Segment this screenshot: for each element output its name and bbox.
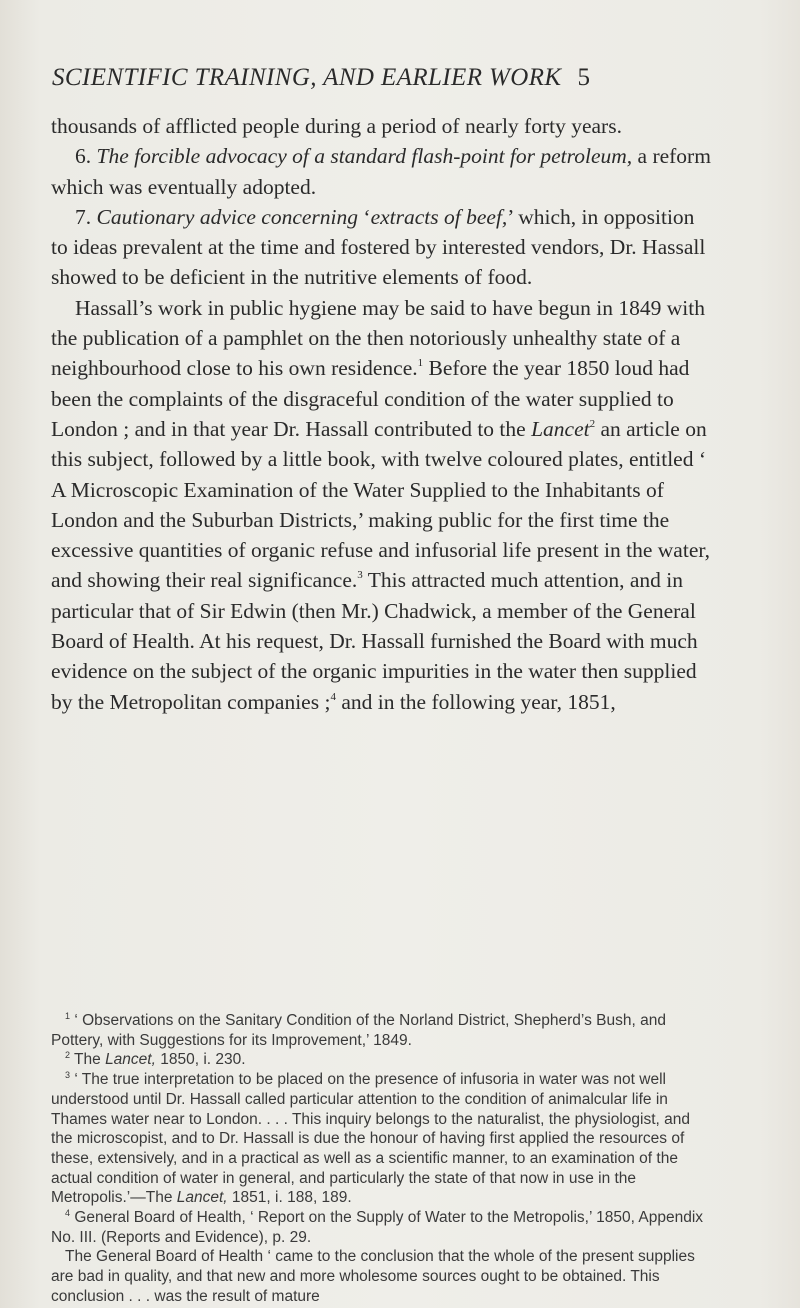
paragraph-public-hygiene: Hassall’s work in public hygiene may be said to have begun in 1849 with the publication of a pamphlet on the then notoriously unhealthy state of a neighbourhood close to his own residence.$^1$ Before the year 1850 loud had been the complaints of the disgraceful condition of the water supplied to London ; and in that year Dr. Hassall contributed to the Lancet$^2$ an article on this subject, followed by a little book, with twelve coloured plates, entitled ‘ A Microscopic Examination of the Water Supplied to the Inhabitants of London and the Suburban Districts,’ making public for the first time the excessive quantities of organic refuse and infusorial life present in the water, and showing their real significance.$^3$ This attracted much attention, and in particular that of Sir Edwin (then Mr.) Chadwick, a member of the General Board of Health. At his request, Dr. Hassall furnished the Board with much evidence on the subject of the organic impurities in the water then supplied by the Metropolitan companies ;$^4$ and in the following year, 1851, [51, 295, 711, 714]
footnote-ref-1: 1 [417, 357, 424, 370]
footnote-4: $^4$ General Board of Health, ‘ Report on the Supply of Water to the Metropolis,’ 1850, Appendix No. III. (Reports and Evidence), p. 29. [51, 1208, 704, 1246]
footnote-ref-3: 3 [357, 569, 363, 582]
page-number: 5 [577, 64, 591, 91]
footnote-ref-2: 2 [589, 417, 596, 430]
running-header [52, 64, 712, 92]
footnotes [51, 1011, 713, 1307]
footnote-1: $^1$ ‘ Observations on the Sanitary Condition of the Norland District, Shepherd’s Bush, and Pottery, with Suggestions for its Improvement,’ 1849. [51, 1011, 666, 1049]
paragraph-item-7: 7. Cautionary advice concerning ‘extracts of beef,’ which, in opposition to ideas prevalent at the time and fostered by interested vendors, Dr. Hassall showed to be deficient in the nutritive elements of food. [51, 204, 706, 290]
running-title: SCIENTIFIC TRAINING, AND EARLIER WORK [52, 64, 562, 91]
footnote-2: $^2$ The Lancet, 1850, i. 230. [65, 1050, 246, 1069]
footnote-4-continuation: The General Board of Health ‘ came to the conclusion that the whole of the present supplies are bad in quality, and that new and more wholesome sources ought to be obtained. This conclusion . . . was the result of mature [51, 1248, 695, 1305]
main-text [51, 111, 713, 717]
footnote-3: $^3$ ‘ The true interpretation to be placed on the presence of infusoria in water was not well understood until Dr. Hassall called particular attention to the condition of animalcular life in Thames water near to London. . . . This inquiry belongs to the naturalist, the physiologist, and the microscopist, and to Dr. Hassall is due the honour of having first applied the resources of these, extensively, and in a practical as well as a scientific manner, to an examination of the actual condition of water in general, and particularly the state of that now in use in the Metropolis.’—The Lancet, 1851, i. 188, 189. [51, 1070, 691, 1207]
paragraph-continuation: thousands of afflicted people during a period of nearly forty years. [51, 114, 622, 138]
footnote-ref-4: 4 [330, 690, 336, 703]
paragraph-item-6: 6. The forcible advocacy of a standard flash-point for petroleum, a reform which was eventually adopted. [51, 144, 711, 199]
